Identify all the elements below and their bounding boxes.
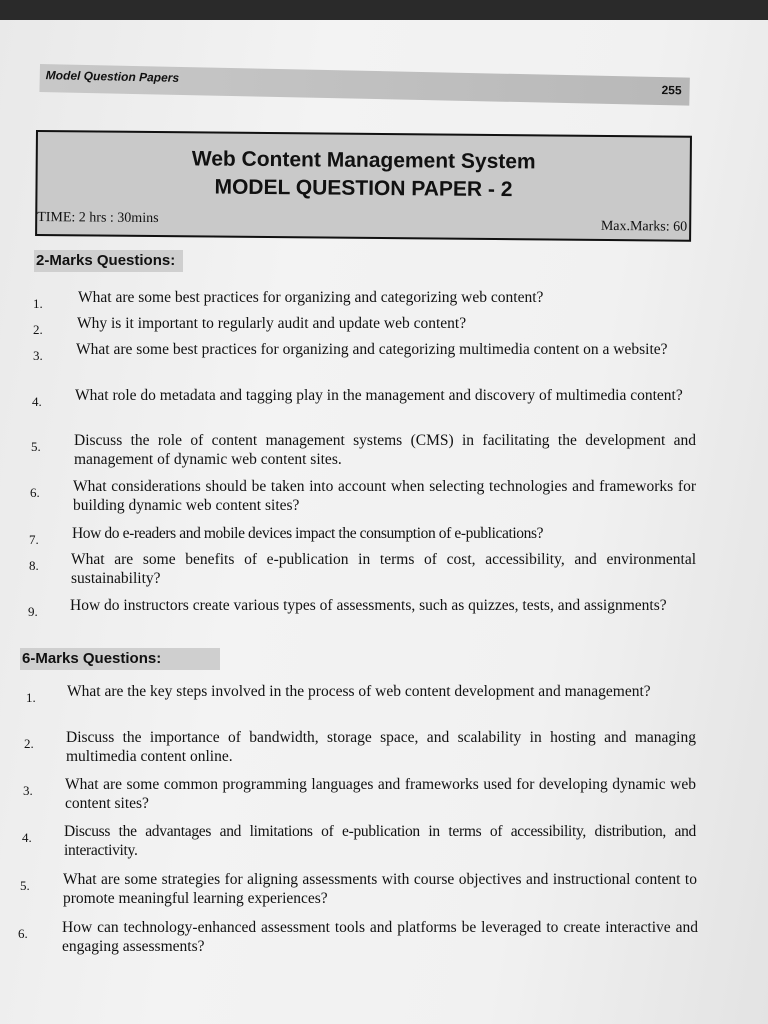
page-number: 255 — [661, 83, 682, 98]
section-heading-2-marks: 2-Marks Questions: — [34, 250, 183, 272]
question-text: What are some strategies for aligning assessments with course objectives and instructional content to promote meaningful learning experiences? — [63, 871, 697, 907]
question-number: 1. — [26, 690, 36, 705]
question-text: Why is it important to regularly audit and update web content? — [77, 315, 467, 332]
question-number: 6. — [18, 926, 28, 941]
question-number: 3. — [33, 348, 43, 363]
question-text: How do instructors create various types of assessments, such as quizzes, tests, and assignments? — [70, 597, 667, 614]
question-number: 7. — [29, 532, 39, 547]
question-number: 2. — [33, 322, 43, 337]
question-number: 9. — [28, 604, 38, 619]
running-header — [39, 64, 689, 106]
max-marks: Max.Marks: 60 — [600, 218, 688, 235]
question-number: 1. — [33, 296, 43, 311]
question-number: 5. — [20, 878, 30, 893]
question-text: What are some benefits of e-publication in terms of cost, accessibility, and environmental sustainability? — [71, 551, 696, 587]
question-number: 4. — [22, 830, 32, 845]
series-title: Model Question Papers — [45, 68, 180, 85]
exam-time: TIME: 2 hrs : 30mins — [37, 210, 159, 227]
question-text: What are some best practices for organizing and categorizing web content? — [78, 289, 544, 306]
question-text: What are some best practices for organizing and categorizing multimedia content on a website? — [76, 341, 668, 358]
paper-title: MODEL QUESTION PAPER - 2 — [214, 175, 513, 202]
question-text: How do e-readers and mobile devices impact the consumption of e-publications? — [72, 525, 544, 542]
subject-title: Web Content Management System — [191, 147, 536, 174]
question-text: Discuss the role of content management systems (CMS) in facilitating the development and management of dynamic web content sites. — [74, 432, 696, 468]
question-number: 3. — [23, 783, 33, 798]
question-text: How can technology-enhanced assessment tools and platforms be leveraged to create interactive and engaging assessments? — [62, 919, 698, 955]
question-number: 8. — [29, 558, 39, 573]
section-heading-6-marks: 6-Marks Questions: — [20, 648, 220, 670]
question-number: 5. — [31, 439, 41, 454]
question-number: 2. — [24, 736, 34, 751]
question-text: What considerations should be taken into account when selecting technologies and frameworks for building dynamic web content sites? — [73, 478, 696, 514]
question-text: Discuss the importance of bandwidth, storage space, and scalability in hosting and managing multimedia content online. — [66, 729, 696, 765]
question-text: What are some common programming languages and frameworks used for developing dynamic web content sites? — [65, 776, 696, 812]
question-text: Discuss the advantages and limitations of e-publication in terms of accessibility, distribution, and interactivity. — [64, 823, 696, 859]
question-number: 6. — [30, 485, 40, 500]
question-number: 4. — [32, 394, 42, 409]
question-text: What are the key steps involved in the process of web content development and management? — [67, 683, 651, 700]
question-text: What role do metadata and tagging play in the management and discovery of multimedia content? — [75, 387, 683, 404]
title-box — [35, 130, 692, 242]
book-page — [0, 20, 768, 1024]
